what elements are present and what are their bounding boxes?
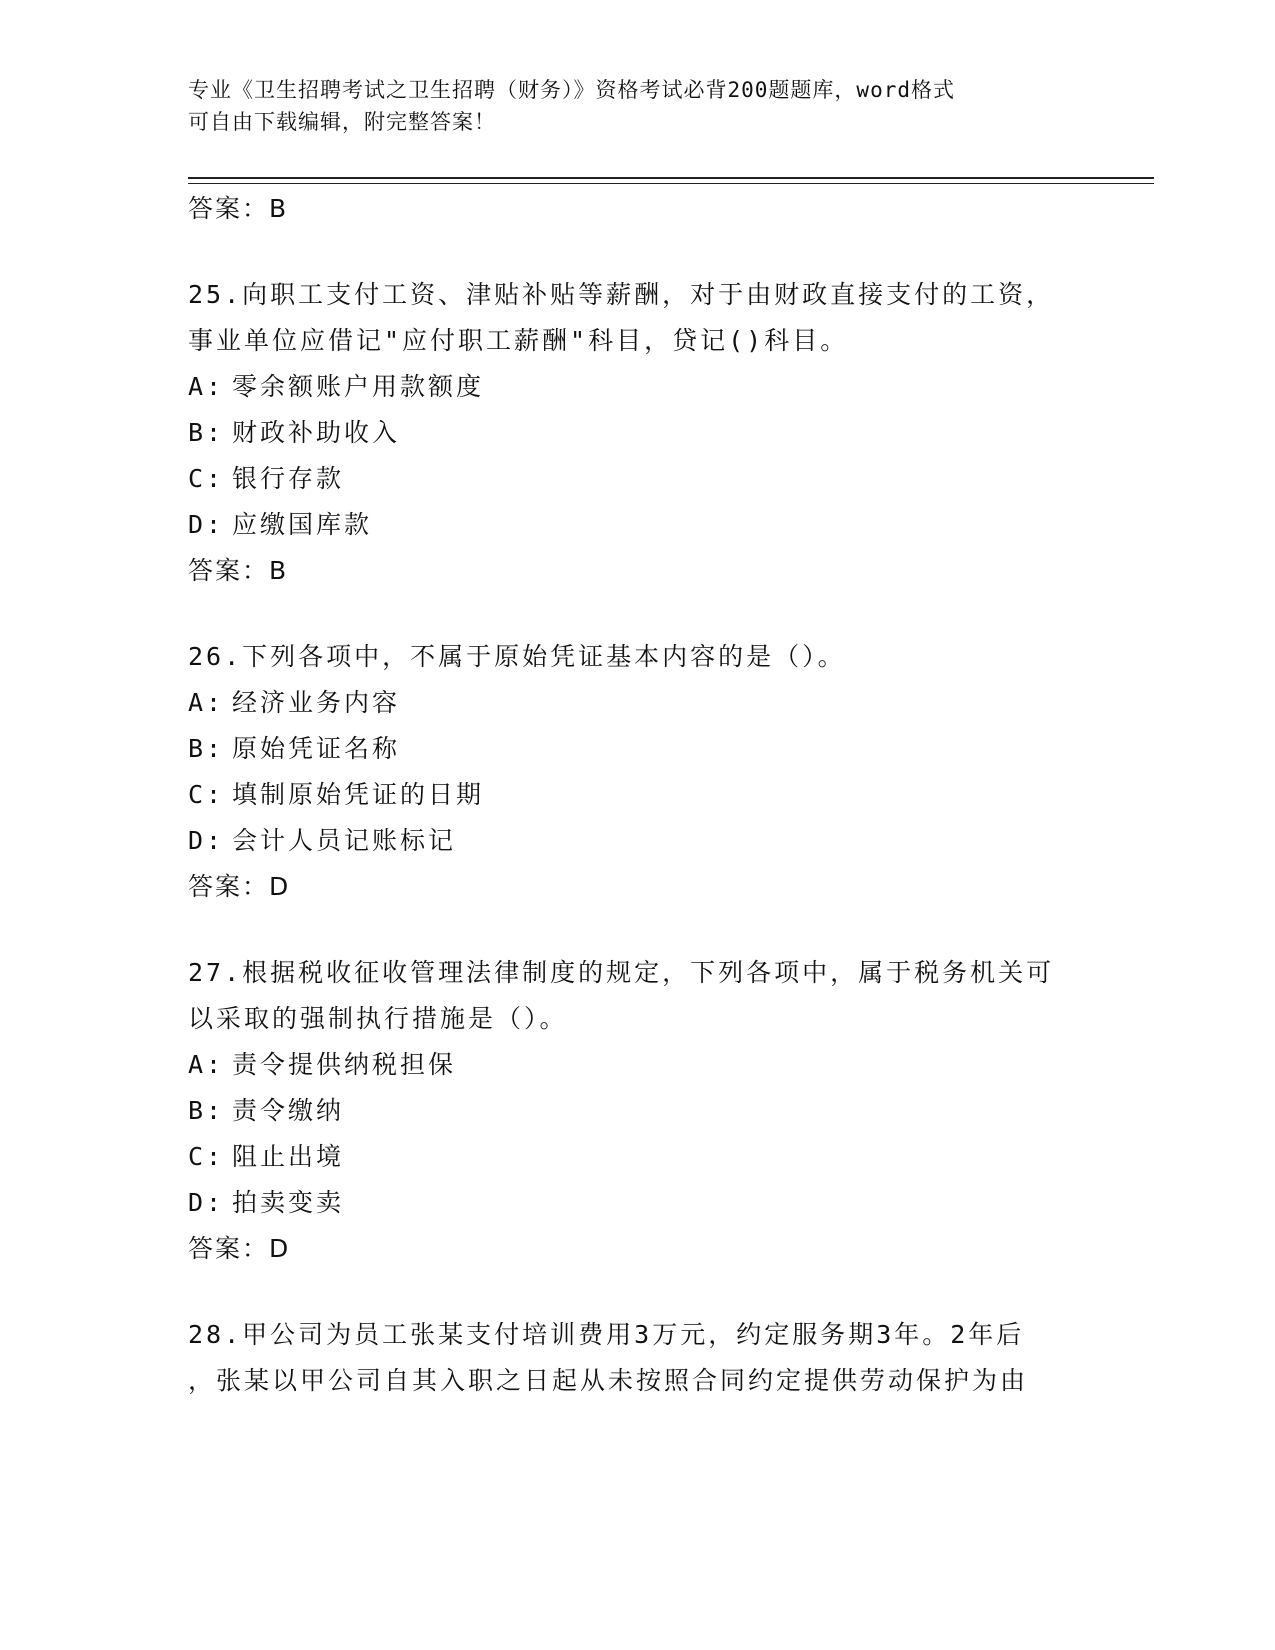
option-label: B: (188, 418, 225, 447)
header-divider-thin (188, 183, 1154, 184)
option-text: 填制原始凭证的日期 (232, 780, 485, 809)
stem-line: 事业单位应借记"应付职工薪酬"科目，贷记()科目。 (188, 326, 849, 355)
answer-line: 答案：D (188, 1234, 291, 1263)
stem-line: 以采取的强制执行措施是（）。 (188, 1004, 568, 1033)
option-c (188, 1134, 1088, 1180)
question-list (188, 186, 1088, 1404)
option-b (188, 1088, 1088, 1134)
stem-line: 25.向职工支付工资、津贴补贴等薪酬，对于由财政直接支付的工资， (188, 280, 1055, 309)
option-text: 会计人员记账标记 (232, 826, 457, 855)
question-stem (188, 950, 1088, 1042)
option-label: D: (188, 1188, 225, 1217)
option-label: A: (188, 372, 225, 401)
option-label: C: (188, 1142, 225, 1171)
option-text: 应缴国库款 (232, 510, 373, 539)
option-label: A: (188, 1050, 225, 1079)
stem-line: ，张某以甲公司自其入职之日起从未按照合同约定提供劳动保护为由 (188, 1366, 1029, 1395)
question-stem (188, 634, 1088, 680)
answer-line: 答案：B (188, 556, 289, 585)
option-text: 经济业务内容 (232, 688, 401, 717)
option-label: B: (188, 1096, 225, 1125)
option-text: 责令提供纳税担保 (232, 1050, 457, 1079)
document-header (188, 74, 1058, 138)
option-text: 责令缴纳 (232, 1096, 345, 1125)
answer-line: 答案：D (188, 872, 291, 901)
header-divider (188, 177, 1154, 179)
option-text: 零余额账户用款额度 (232, 372, 485, 401)
option-text: 财政补助收入 (232, 418, 401, 447)
option-c (188, 456, 1088, 502)
option-a (188, 680, 1088, 726)
option-d (188, 818, 1088, 864)
question-25 (188, 272, 1088, 594)
option-d (188, 1180, 1088, 1226)
option-c (188, 772, 1088, 818)
option-label: D: (188, 826, 225, 855)
question-26 (188, 634, 1088, 910)
question-stem (188, 272, 1088, 364)
header-line: 可自由下载编辑，附完整答案！ (188, 110, 496, 134)
option-label: C: (188, 780, 225, 809)
stem-line: 27.根据税收征收管理法律制度的规定，下列各项中，属于税务机关可 (188, 958, 1055, 987)
question-28 (188, 1312, 1088, 1404)
option-a (188, 1042, 1088, 1088)
option-a (188, 364, 1088, 410)
option-label: C: (188, 464, 225, 493)
option-label: D: (188, 510, 225, 539)
stem-line: 28.甲公司为员工张某支付培训费用3万元，约定服务期3年。2年后 (188, 1320, 1025, 1349)
option-label: B: (188, 734, 225, 763)
option-b (188, 726, 1088, 772)
answer-line: 答案：B (188, 194, 289, 223)
stem-line: 26.下列各项中，不属于原始凭证基本内容的是（）。 (188, 642, 846, 671)
option-text: 原始凭证名称 (232, 734, 401, 763)
question-27 (188, 950, 1088, 1272)
option-d (188, 502, 1088, 548)
question-stem (188, 1312, 1088, 1404)
option-b (188, 410, 1088, 456)
option-label: A: (188, 688, 225, 717)
option-text: 银行存款 (232, 464, 345, 493)
option-text: 阻止出境 (232, 1142, 345, 1171)
header-line: 专业《卫生招聘考试之卫生招聘（财务）》资格考试必背200题题库，word格式 (188, 78, 955, 102)
option-text: 拍卖变卖 (232, 1188, 345, 1217)
